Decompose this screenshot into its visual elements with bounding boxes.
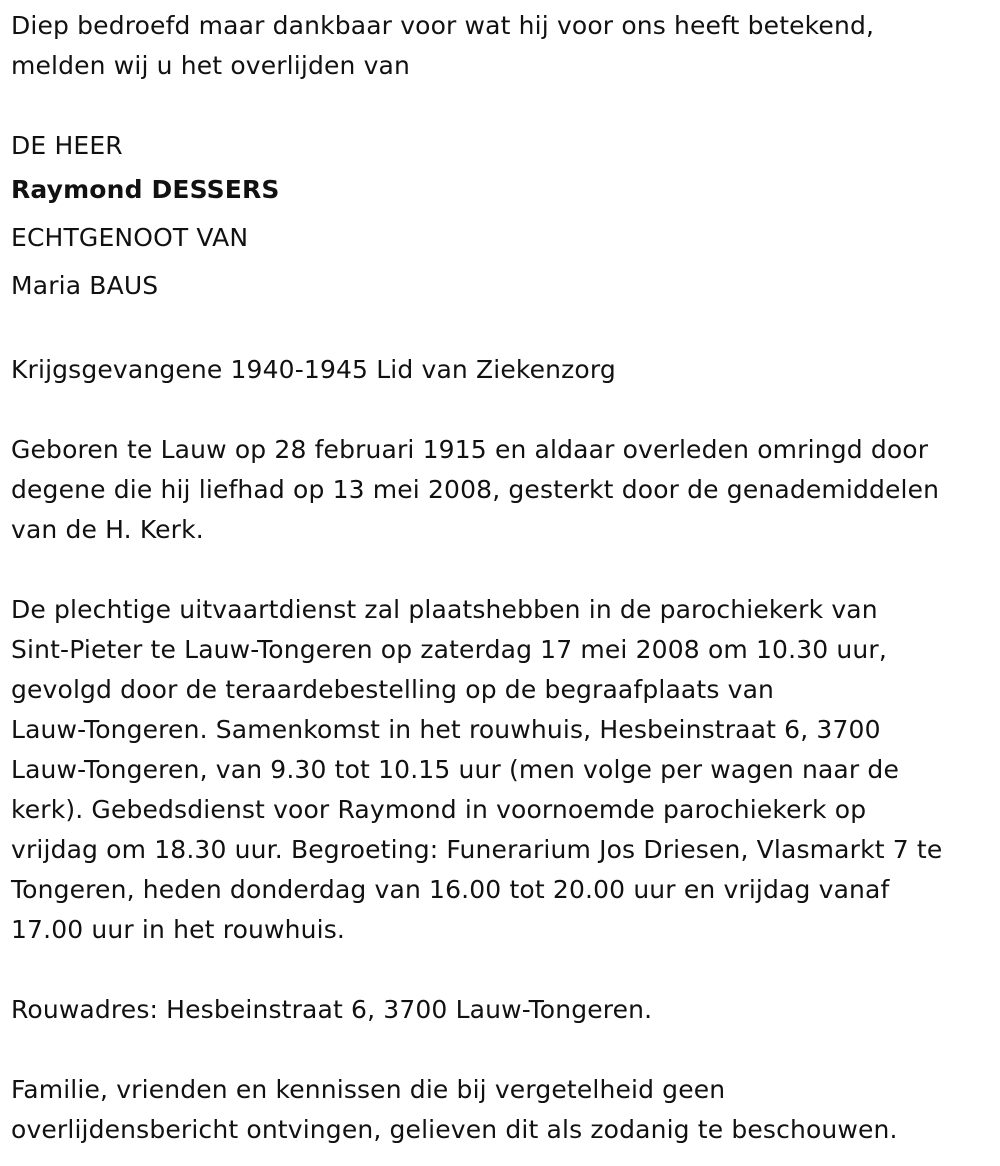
funeral-line: Sint-Pieter te Lauw-Tongeren op zaterdag 17 mei 2008 om 10.30 uur, xyxy=(11,635,887,664)
funeral-line: 17.00 uur in het rouwhuis. xyxy=(11,915,345,944)
mourning-address: Rouwadres: Hesbeinstraat 6, 3700 Lauw-Tongeren. xyxy=(11,995,653,1024)
spouse-name: Maria BAUS xyxy=(11,271,159,300)
funeral-line: vrijdag om 18.30 uur. Begroeting: Funerarium Jos Driesen, Vlasmarkt 7 te xyxy=(11,835,943,864)
funeral-line: Lauw-Tongeren. Samenkomst in het rouwhuis, Hesbeinstraat 6, 3700 xyxy=(11,715,881,744)
birth-death-paragraph xyxy=(11,430,991,550)
birth-death-line: Geboren te Lauw op 28 februari 1915 en aldaar overleden omringd door xyxy=(11,435,929,464)
honorific-title: DE HEER xyxy=(11,131,123,160)
intro-paragraph xyxy=(11,6,991,86)
funeral-line: kerk). Gebedsdienst voor Raymond in voornoemde parochiekerk op xyxy=(11,795,867,824)
spacer xyxy=(11,390,991,430)
closing-line: Familie, vrienden en kennissen die bij vergetelheid geen xyxy=(11,1075,726,1104)
spacer xyxy=(11,86,991,126)
spacer xyxy=(11,310,991,350)
funeral-line: Tongeren, heden donderdag van 16.00 tot 20.00 uur en vrijdag vanaf xyxy=(11,875,890,904)
closing-paragraph xyxy=(11,1070,991,1150)
birth-death-line: degene die hij liefhad op 13 mei 2008, gesterkt door de genademiddelen xyxy=(11,475,940,504)
spacer xyxy=(11,550,991,590)
birth-death-line: van de H. Kerk. xyxy=(11,515,204,544)
funeral-paragraph xyxy=(11,590,991,950)
death-announcement xyxy=(11,6,991,1150)
deceased-name: Raymond DESSERS xyxy=(11,175,280,204)
funeral-line: gevolgd door de teraardebestelling op de begraafplaats van xyxy=(11,675,775,704)
relation-label: ECHTGENOOT VAN xyxy=(11,223,249,252)
closing-line: overlijdensbericht ontvingen, gelieven dit als zodanig te beschouwen. xyxy=(11,1115,898,1144)
intro-line: melden wij u het overlijden van xyxy=(11,51,411,80)
intro-line: Diep bedroefd maar dankbaar voor wat hij voor ons heeft betekend, xyxy=(11,11,875,40)
funeral-line: De plechtige uitvaartdienst zal plaatshebben in de parochiekerk van xyxy=(11,595,878,624)
spacer xyxy=(11,1030,991,1070)
spacer xyxy=(11,950,991,990)
funeral-line: Lauw-Tongeren, van 9.30 tot 10.15 uur (men volge per wagen naar de xyxy=(11,755,899,784)
distinction-line: Krijgsgevangene 1940-1945 Lid van Ziekenzorg xyxy=(11,355,616,384)
